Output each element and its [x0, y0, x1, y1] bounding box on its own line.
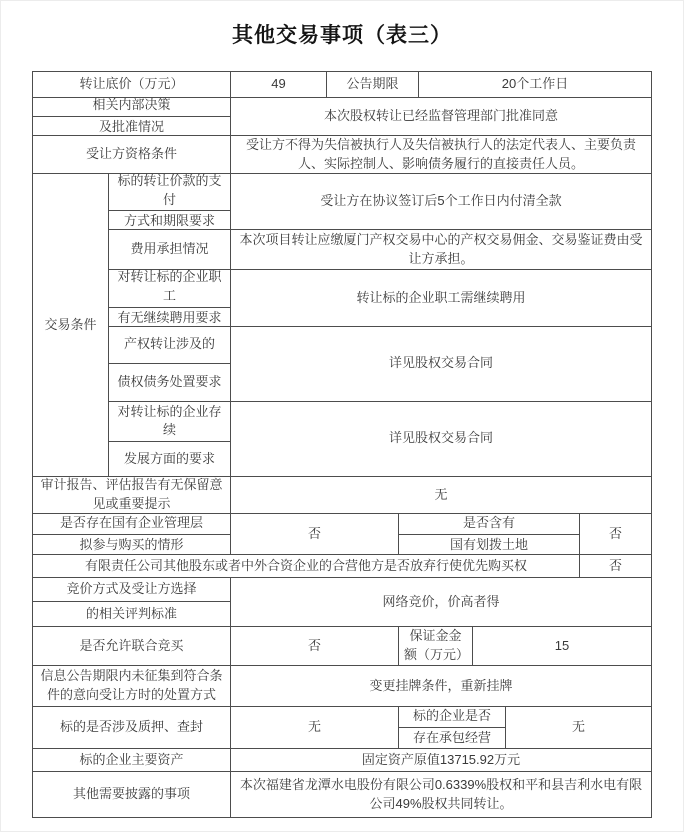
row-preemptive	[33, 555, 651, 578]
state-owned-label	[33, 514, 231, 554]
allocated-land-label-line2: 国有划拨土地	[449, 536, 528, 552]
allocated-land-value: 否	[608, 525, 622, 541]
contract-operation-value: 无	[571, 719, 585, 735]
row-survival	[109, 402, 651, 477]
row-employees	[109, 270, 651, 327]
notice-period-value: 20个工作日	[501, 76, 569, 92]
row-state-owned	[33, 514, 651, 555]
survival-value: 详见股权交易合同	[388, 430, 493, 446]
bidding-label-line2: 的相关评判标准	[85, 605, 177, 621]
page-title: 其他交易事项（表三）	[232, 24, 452, 47]
main-assets-value: 固定资产原值13715.92万元	[361, 751, 521, 767]
deposit-value: 15	[554, 637, 570, 653]
state-owned-label-line1: 是否存在国有企业管理层	[33, 513, 230, 535]
contract-operation-label-line2: 存在承包经营	[412, 730, 491, 745]
joint-bidding-label: 是否允许联合竞买	[33, 627, 231, 665]
row-other-disclosure	[33, 772, 651, 817]
debts-label-line2: 债权债务处置要求	[117, 373, 222, 389]
deposit-label: 保证金金额（万元）	[399, 627, 473, 665]
survival-label-line2: 发展方面的要求	[123, 450, 215, 466]
joint-bidding-value: 否	[231, 627, 399, 665]
allocated-land-label	[399, 514, 580, 554]
employees-label-line2: 有无继续聘用要求	[117, 309, 222, 325]
trade-conditions-group-label: 交易条件	[33, 174, 109, 476]
notice-period-label: 公告期限	[327, 72, 419, 97]
trade-conditions-body	[109, 174, 651, 476]
qualification-label: 受让方资格条件	[33, 136, 231, 173]
pledge-label: 标的是否涉及质押、查封	[33, 707, 231, 748]
row-debts	[109, 327, 651, 402]
employees-value: 转让标的企业职工需继续聘用	[356, 289, 526, 305]
contract-operation-label	[399, 707, 506, 748]
employees-label-line1: 对转让标的企业职工	[109, 267, 230, 308]
internal-decision-label-line2: 及批准情况	[98, 119, 164, 134]
main-table	[32, 71, 652, 818]
row-base-price	[33, 72, 651, 98]
row-failed-solicitation	[33, 666, 651, 707]
internal-decision-label	[33, 98, 231, 135]
audit-value: 无	[434, 486, 448, 502]
survival-label	[109, 402, 231, 477]
debts-value: 详见股权交易合同	[388, 355, 493, 371]
bidding-label	[33, 578, 231, 626]
base-price-label: 转让底价（万元）	[33, 72, 231, 97]
main-assets-label: 标的企业主要资产	[33, 749, 231, 771]
debts-label-line1: 产权转让涉及的	[109, 327, 230, 364]
preemptive-value: 否	[608, 557, 622, 573]
base-price-value: 49	[231, 72, 327, 97]
bidding-label-line1: 竞价方式及受让方选择	[33, 578, 230, 602]
qualification-value: 受让方不得为失信被执行人及失信被执行人的法定代表人、主要负责人、实际控制人、影响债务履行的直接责任人员。	[245, 136, 636, 171]
allocated-land-label-line1: 是否含有	[399, 513, 579, 535]
row-payment-terms	[109, 174, 651, 230]
other-disclosure-value: 本次福建省龙潭水电股份有限公司0.6339%股权和平和县吉利水电有限公司49%股权共同转让。	[239, 776, 643, 811]
employees-label	[109, 270, 231, 326]
pledge-value: 无	[231, 707, 399, 748]
failed-solicitation-value: 变更挂牌条件，重新挂牌	[369, 677, 513, 693]
bidding-value: 网络竞价，价高者得	[382, 593, 500, 609]
row-qualification	[33, 136, 651, 174]
row-joint-bidding	[33, 627, 651, 666]
preemptive-label: 有限责任公司其他股东或者中外合资企业的合营他方是否放弃行使优先购买权	[33, 555, 580, 577]
row-audit	[33, 477, 651, 514]
survival-label-line1: 对转让标的企业存续	[109, 402, 230, 443]
payment-terms-label-line1: 标的转让价款的支付	[109, 171, 230, 212]
row-pledge	[33, 707, 651, 749]
row-bidding	[33, 578, 651, 627]
internal-decision-label-line1: 相关内部决策	[33, 95, 230, 117]
state-owned-value: 否	[231, 514, 399, 554]
contract-operation-label-line1: 标的企业是否	[399, 706, 505, 728]
row-internal-decision	[33, 98, 651, 136]
payment-terms-label-line2: 方式和期限要求	[123, 213, 215, 229]
debts-label	[109, 327, 231, 401]
payment-terms-value: 受让方在协议签订后5个工作日内付清全款	[320, 193, 562, 209]
row-trade-conditions	[33, 174, 651, 477]
fees-value: 本次项目转让应缴厦门产权交易中心的产权交易佣金、交易鉴证费由受让方承担。	[239, 231, 643, 266]
fees-label: 费用承担情况	[109, 230, 231, 269]
failed-solicitation-label: 信息公告期限内未征集到符合条件的意向受让方时的处置方式	[33, 666, 231, 706]
row-fees	[109, 230, 651, 270]
row-main-assets	[33, 749, 651, 772]
other-disclosure-label: 其他需要披露的事项	[33, 772, 231, 817]
internal-decision-value: 本次股权转让已经监督管理部门批准同意	[323, 108, 558, 124]
payment-terms-label	[109, 174, 231, 229]
audit-label: 审计报告、评估报告有无保留意见或重要提示	[33, 477, 231, 513]
state-owned-label-line2: 拟参与购买的情形	[79, 536, 184, 552]
